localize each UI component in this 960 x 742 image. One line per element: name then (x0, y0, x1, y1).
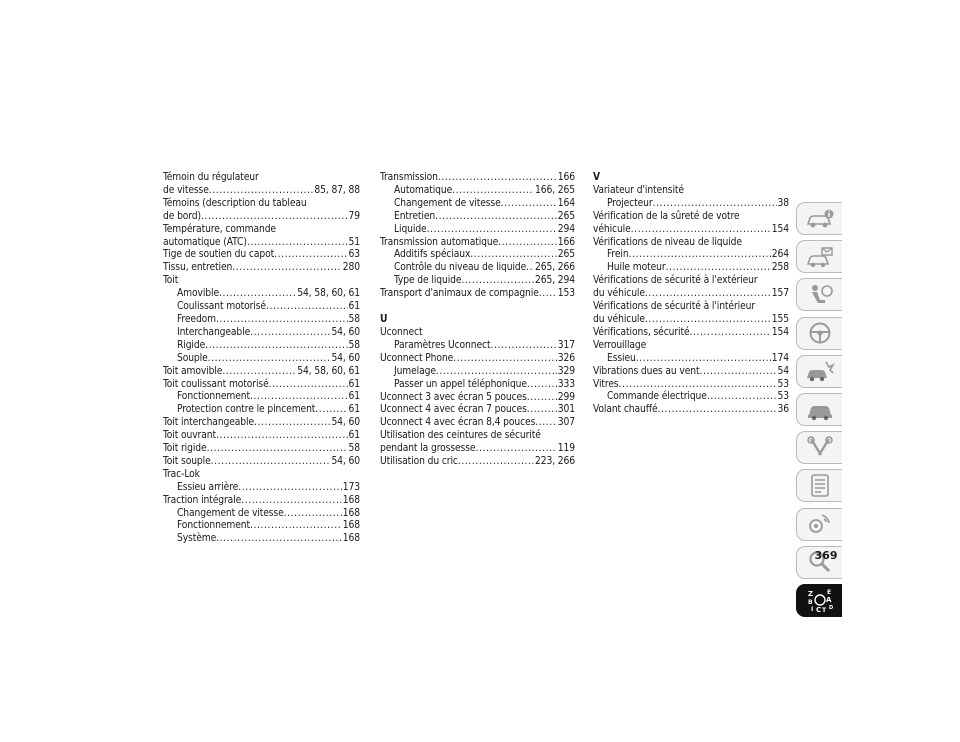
index-entry[interactable]: Toit ouvrant ..... 61 (163, 430, 360, 443)
index-entry[interactable]: Uconnect 3 avec écran 5 pouces ..... 299 (380, 392, 575, 405)
index-subentry[interactable]: Liquide ..... 294 (380, 224, 575, 237)
index-subentry[interactable]: Commande électrique ..... 53 (593, 391, 789, 404)
airbag-icon (805, 282, 835, 308)
index-entry: Variateur d'intensité (593, 184, 684, 196)
index-entry[interactable]: Vibrations dues au vent ..... 54 (593, 366, 789, 379)
index-subentry[interactable]: Protection contre le pincement ..... 61 (163, 404, 360, 417)
index-column-2 (380, 172, 575, 469)
index-entry[interactable]: Transmission ..... 166 (380, 172, 575, 185)
index-entry: Verrouillage (593, 339, 647, 351)
index-entry: Uconnect (380, 326, 423, 338)
index-column-3 (593, 172, 789, 417)
index-subentry[interactable]: Freedom ..... 58 (163, 314, 360, 327)
index-subentry[interactable]: Passer un appel téléphonique ..... 333 (380, 379, 575, 392)
index-subentry[interactable]: Entretien ..... 265 (380, 211, 575, 224)
index-entry[interactable]: Utilisation du cric ..... 223, 266 (380, 456, 575, 469)
multimedia-icon (805, 511, 835, 537)
index-entry[interactable]: du véhicule ..... 157 (593, 288, 789, 301)
index-subentry[interactable]: Additifs spéciaux ..... 265 (380, 249, 575, 262)
index-entry: Vérifications de sécurité à l'extérieur (593, 275, 758, 287)
steering-wheel-icon (805, 320, 835, 346)
index-subentry[interactable]: Projecteur ..... 38 (593, 198, 789, 211)
index-entry[interactable]: Transport d'animaux de compagnie ..... 153 (380, 288, 575, 301)
index-entry: Témoin du régulateur (163, 172, 259, 183)
section-letter-v: V (593, 172, 600, 183)
index-entry[interactable]: de vitesse ..... 85, 87, 88 (163, 185, 360, 198)
index-subentry[interactable]: Changement de vitesse ..... 168 (163, 508, 360, 521)
index-entry[interactable]: Tige de soutien du capot ..... 63 (163, 249, 360, 262)
index-letter: A (825, 596, 831, 605)
index-entry[interactable]: Toit amovible ..... 54, 58, 60, 61 (163, 366, 360, 379)
tab-car-repair[interactable] (796, 393, 842, 426)
section-gap (380, 301, 575, 314)
tools-icon (805, 435, 835, 461)
index-entry: Vérifications de sécurité à l'intérieur (593, 301, 755, 313)
index-subentry[interactable]: Type de liquide ..... 265, 294 (380, 275, 575, 288)
index-entry: Vérification de la sûreté de votre (593, 210, 740, 222)
index-subentry[interactable]: Coulissant motorisé ..... 61 (163, 301, 360, 314)
specifications-icon (805, 473, 835, 499)
index-subentry[interactable]: Jumelage ..... 329 (380, 366, 575, 379)
index-letter: I (810, 606, 813, 614)
index-entry[interactable]: Uconnect 4 avec écran 7 pouces ..... 301 (380, 404, 575, 417)
index-letter: E (826, 589, 831, 597)
index-subentry[interactable]: Frein ..... 264 (593, 249, 789, 262)
tab-multimedia[interactable] (796, 508, 842, 541)
index-entry[interactable]: Tissu, entretien ..... 280 (163, 262, 360, 275)
index-entry: Utilisation des ceintures de sécurité (380, 430, 541, 442)
index-entry[interactable]: Transmission automatique ..... 166 (380, 237, 575, 250)
index-entry[interactable]: véhicule ..... 154 (593, 224, 789, 237)
index-subentry[interactable]: Fonctionnement ..... 61 (163, 391, 360, 404)
index-letter: B (807, 599, 813, 607)
tab-steering-wheel[interactable] (796, 317, 842, 350)
index-entry: Témoins (description du tableau (163, 197, 307, 209)
index-entry[interactable]: Uconnect 4 avec écran 8,4 pouces ..... 307 (380, 417, 575, 430)
car-crash-icon (805, 358, 835, 384)
index-letters-icon (805, 587, 835, 613)
index-entry[interactable]: Toit rigide ..... 58 (163, 443, 360, 456)
index-entry[interactable]: Vitres ..... 53 (593, 379, 789, 392)
index-entry: Trac-Lok (163, 468, 200, 480)
tab-specifications[interactable] (796, 469, 842, 502)
index-entry[interactable]: Toit coulissant motorisé ..... 61 (163, 379, 360, 392)
index-entry[interactable]: pendant la grossesse ..... 119 (380, 443, 575, 456)
tab-tools[interactable] (796, 431, 842, 464)
tab-car-crash[interactable] (796, 355, 842, 388)
index-entry[interactable]: du véhicule ..... 155 (593, 314, 789, 327)
index-subentry[interactable]: Changement de vitesse ..... 164 (380, 198, 575, 211)
index-subentry[interactable]: Souple ..... 54, 60 (163, 353, 360, 366)
index-subentry[interactable]: Amovible ..... 54, 58, 60, 61 (163, 288, 360, 301)
tab-car-warning[interactable] (796, 240, 842, 273)
car-info-icon (805, 206, 835, 232)
section-letter-u: U (380, 314, 388, 326)
index-subentry[interactable]: Interchangeable ..... 54, 60 (163, 327, 360, 340)
index-letter: Z (807, 590, 813, 599)
car-repair-icon (805, 396, 835, 422)
index-entry[interactable]: Volant chauffé ..... 36 (593, 404, 789, 417)
index-entry[interactable]: Toit interchangeable ..... 54, 60 (163, 417, 360, 430)
car-warning-icon (805, 244, 835, 270)
index-entry[interactable]: Vérifications, sécurité ..... 154 (593, 327, 789, 340)
index-entry[interactable]: Uconnect Phone ..... 326 (380, 353, 575, 366)
index-subentry[interactable]: Huile moteur ..... 258 (593, 262, 789, 275)
index-subentry[interactable]: Paramètres Uconnect ..... 317 (380, 340, 575, 353)
index-entry: Vérifications de niveau de liquide (593, 236, 742, 248)
index-subentry[interactable]: Fonctionnement ..... 168 (163, 520, 360, 533)
index-letter: D (828, 605, 833, 612)
index-entry: Température, commande (163, 223, 276, 235)
index-letter: T (821, 607, 826, 614)
index-column-1 (163, 172, 360, 546)
tab-index[interactable] (796, 584, 842, 617)
index-entry[interactable]: Toit souple ..... 54, 60 (163, 456, 360, 469)
index-subentry[interactable]: Automatique ..... 166, 265 (380, 185, 575, 198)
index-subentry[interactable]: Essieu ..... 174 (593, 353, 789, 366)
tab-airbag[interactable] (796, 278, 842, 311)
index-subentry[interactable]: Rigide ..... 58 (163, 340, 360, 353)
index-subentry[interactable]: Essieu arrière ..... 173 (163, 482, 360, 495)
index-entry: Toit (163, 275, 179, 287)
index-subentry[interactable]: Contrôle du niveau de liquide ..... 265, 266 (380, 262, 575, 275)
index-subentry[interactable]: Système ..... 168 (163, 533, 360, 546)
tab-car-info[interactable] (796, 202, 842, 235)
index-letter: C (815, 606, 821, 614)
index-entry[interactable]: de bord) ..... 79 (163, 211, 360, 224)
page-number: 369 (814, 549, 838, 562)
index-entry[interactable]: Traction intégrale ..... 168 (163, 495, 360, 508)
index-entry[interactable]: automatique (ATC) ..... 51 (163, 237, 360, 250)
